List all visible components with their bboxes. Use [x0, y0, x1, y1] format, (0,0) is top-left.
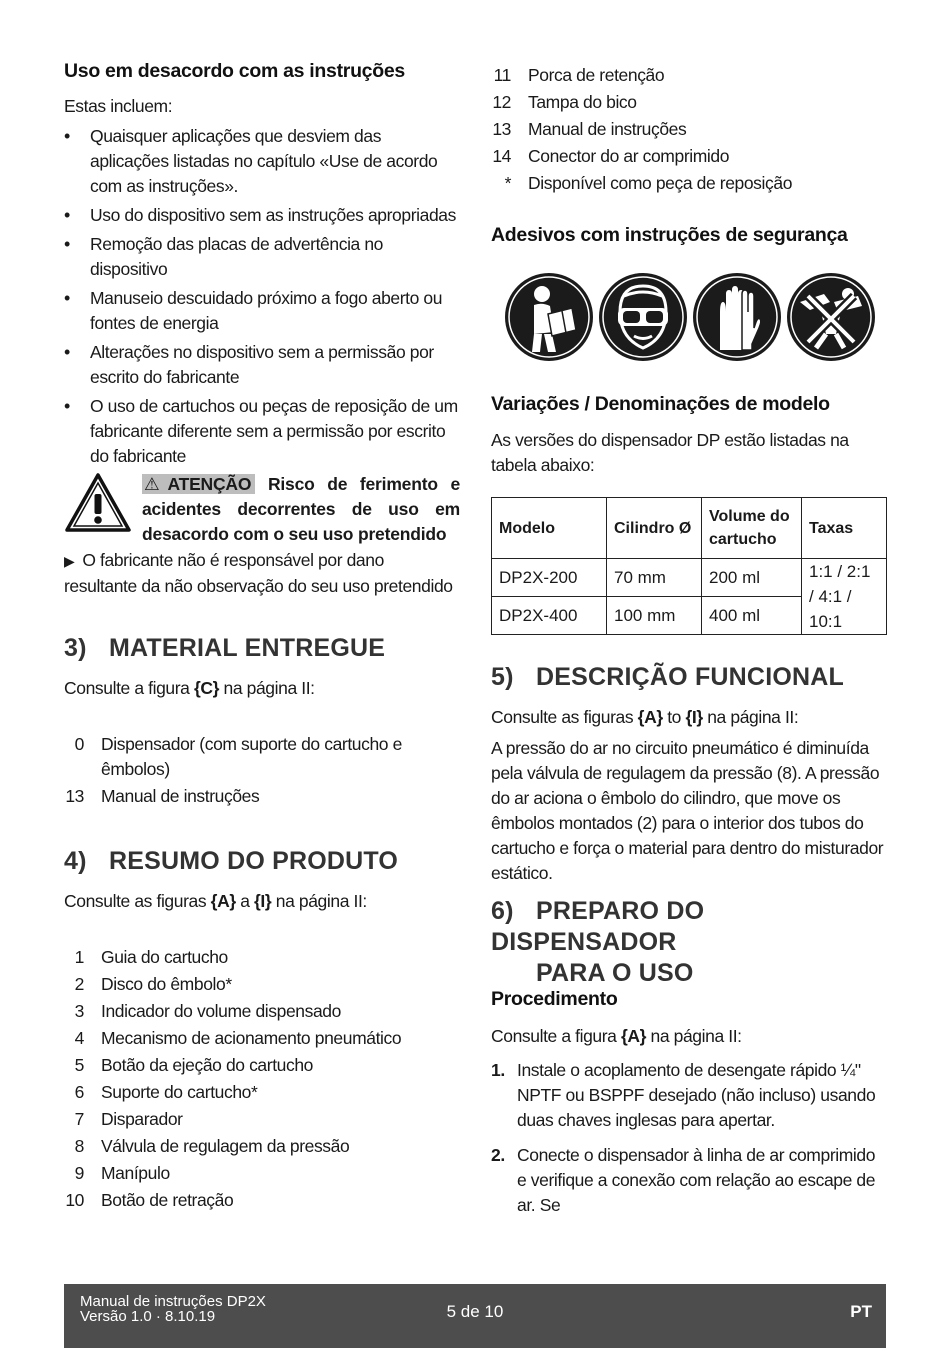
product-parts-list-continued — [491, 63, 887, 198]
section-5-heading: 5) DESCRIÇÃO FUNCIONAL — [491, 663, 844, 691]
variants-text: As versões do dispensador DP estão listadas na tabela abaixo: — [491, 430, 849, 475]
list-item: • Manuseio descuidado próximo a fogo aberto ou fontes de energia — [64, 286, 460, 336]
section-6-ref: Consulte a figura {A} na página II: — [491, 1026, 742, 1046]
footer-title: Manual de instruções DP2X — [80, 1293, 266, 1310]
gloves-icon — [692, 272, 782, 362]
list-item: * Disponível como peça de reposição — [504, 173, 793, 193]
table-cell: 100 mm — [607, 597, 702, 635]
product-parts-list — [64, 945, 460, 1215]
list-item: 7 Disparador — [74, 1109, 183, 1129]
warning-tag: ⚠ATENÇÃO — [142, 474, 255, 494]
footer-version: Versão 1.0 · 8.10.19 — [80, 1308, 216, 1325]
list-item: 14 Conector do ar comprimido — [492, 146, 730, 166]
models-table — [491, 497, 887, 635]
table-header: Volume do cartucho — [702, 498, 802, 559]
list-item: 2. Conecte o dispensador à linha de ar comprimido e verifique a conexão com relação ao escape de ar. Se — [491, 1145, 876, 1215]
procedure-heading: Procedimento — [491, 988, 618, 1010]
warning-text: O fabricante não é responsável por dano resultante da não observação do seu uso pretendido — [64, 550, 453, 596]
table-cell: DP2X-200 — [492, 559, 607, 597]
list-item: • Quaisquer aplicações que desviem das aplicações listadas no capítulo «Use de acordo com as instruções». — [64, 124, 460, 199]
list-item: • Uso do dispositivo sem as instruções apropriadas — [64, 203, 460, 228]
table-cell: 400 ml — [702, 597, 802, 635]
table-cell: 200 ml — [702, 559, 802, 597]
table-cell: DP2X-400 — [492, 597, 607, 635]
list-item: 13 Manual de instruções — [492, 119, 687, 139]
list-item: 5 Botão da ejeção do cartucho — [74, 1055, 314, 1075]
variants-heading: Variações / Denominações de modelo — [491, 393, 830, 415]
list-item: • Alterações no dispositivo sem a permissão por escrito do fabricante — [64, 340, 460, 390]
list-item: 0 Dispensador (com suporte do cartucho e êmbolos) — [74, 734, 402, 779]
list-item: 3 Indicador do volume dispensado — [74, 1001, 341, 1021]
table-header: Taxas — [802, 498, 887, 559]
section-5-ref: Consulte as figuras {A} to {I} na página II: — [491, 707, 799, 727]
list-item: 9 Manípulo — [74, 1163, 170, 1183]
list-item: 10 Botão de retração — [65, 1190, 234, 1210]
warning-title: Risco de ferimento e acidentes decorrentes de uso em desacordo com o seu uso pretendido — [142, 474, 460, 544]
list-item: • O uso de cartuchos ou peças de reposição de um fabricante diferente sem a permissão por escrito do fabricante — [64, 394, 460, 469]
list-item: 11 Porca de retenção — [493, 65, 665, 85]
read-manual-icon — [504, 272, 594, 362]
list-item: 12 Tampa do bico — [492, 92, 637, 112]
table-header-row — [492, 498, 887, 559]
list-item: 1 Guia do cartucho — [74, 947, 228, 967]
section-4-ref: Consulte as figuras {A} a {I} na página II: — [64, 891, 367, 911]
no-use-icon — [786, 272, 876, 362]
section-3-ref: Consulte a figura {C} na página II: — [64, 678, 315, 698]
language-code: PT — [850, 1302, 872, 1321]
section-6-heading: 6) PREPARO DO DISPENSADOR PARA O USO — [491, 897, 705, 987]
arrow-icon: ▶ — [64, 553, 75, 569]
safety-heading: Adesivos com instruções de segurança — [491, 224, 848, 246]
list-item: 6 Suporte do cartucho* — [74, 1082, 258, 1102]
list-item: • Remoção das placas de advertência no dispositivo — [64, 232, 460, 282]
section-4-heading: 4) RESUMO DO PRODUTO — [64, 847, 399, 875]
page-footer — [64, 1284, 886, 1348]
table-header: Modelo — [492, 498, 607, 559]
page-number: 5 de 10 — [446, 1302, 504, 1321]
table-cell: 1:1 / 2:1 / 4:1 / 10:1 — [802, 559, 887, 635]
list-item: 4 Mecanismo de acionamento pneumático — [74, 1028, 402, 1048]
list-item: 1. Instale o acoplamento de desengate rápido ¼" NPTF ou BSPPF desejado (não incluso) usando duas chaves inglesas para apertar. — [491, 1060, 876, 1130]
table-header: Cilindro Ø — [607, 498, 702, 559]
misuse-intro: Estas incluem: — [64, 96, 173, 116]
table-cell: 70 mm — [607, 559, 702, 597]
table-row — [492, 559, 887, 597]
procedure-steps — [491, 1058, 887, 1228]
safety-icons — [504, 272, 876, 362]
misuse-heading: Uso em desacordo com as instruções — [64, 60, 405, 82]
list-item: 13 Manual de instruções — [65, 786, 260, 806]
eye-protection-icon — [598, 272, 688, 362]
warning-triangle-icon — [64, 472, 132, 534]
section-5-body: A pressão do ar no circuito pneumático é diminuída pela válvula de regulagem da pressão (8). A pressão do ar aciona o êmbolo do cilindro, que move os êmbolos montados (2) para o interior dos tubos do cartucho e força o material para dentro do misturador estático. — [491, 738, 884, 883]
misuse-list — [64, 124, 460, 473]
list-item: 2 Disco do êmbolo* — [74, 974, 232, 994]
delivery-list — [64, 732, 460, 811]
list-item: 8 Válvula de regulagem da pressão — [74, 1136, 350, 1156]
section-3-heading: 3) MATERIAL ENTREGUE — [64, 634, 386, 662]
